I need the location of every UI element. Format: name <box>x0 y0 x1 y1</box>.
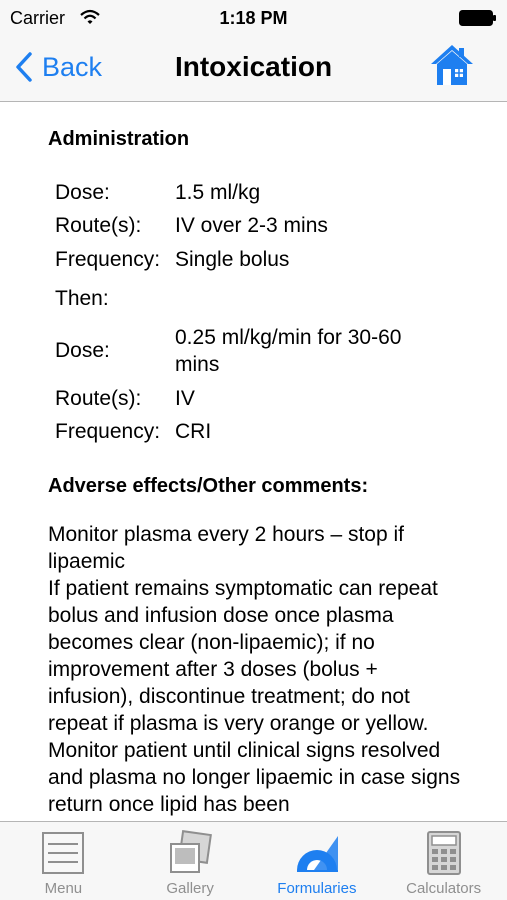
tab-label: Menu <box>44 880 83 897</box>
row-value: Single bolus <box>175 248 290 271</box>
status-time: 1:18 PM <box>219 8 288 28</box>
tab-formularies[interactable] <box>254 822 381 900</box>
row-value: IV over 2-3 mins <box>175 214 328 237</box>
page-title: Intoxication <box>174 51 333 82</box>
tab-label: Calculators <box>406 880 482 897</box>
menu-icon <box>40 830 86 876</box>
status-bar <box>0 0 507 34</box>
row-value: CRI <box>175 420 212 443</box>
row-key: Frequency: <box>55 248 161 271</box>
row-value: 1.5 ml/kg <box>175 181 261 204</box>
battery-icon <box>459 10 497 26</box>
gallery-icon <box>167 830 213 876</box>
adverse-effects-text <box>48 521 468 818</box>
row-key: Route(s): <box>55 387 142 410</box>
back-button-label: Back <box>42 51 103 82</box>
row-value: 0.25 ml/kg/min for 30-60 mins <box>175 326 402 376</box>
calculator-icon <box>421 830 467 876</box>
tab-bar <box>0 821 507 900</box>
row-key: Dose: <box>55 181 110 204</box>
adverse-effects-heading: Adverse effects/Other comments: <box>48 475 369 497</box>
carrier-label: Carrier <box>10 8 66 28</box>
tab-label: Gallery <box>166 880 214 897</box>
tab-calculators[interactable] <box>380 822 507 900</box>
back-button[interactable] <box>14 50 102 84</box>
home-icon[interactable] <box>429 42 475 88</box>
comment-paragraph: Monitor plasma every 2 hours – stop if lipaemic <box>48 523 404 573</box>
tab-label: Formularies <box>277 880 357 897</box>
navigation-bar <box>0 34 507 102</box>
formularies-icon <box>294 830 340 876</box>
row-key: Then: <box>55 287 109 310</box>
chevron-left-icon <box>14 52 34 82</box>
administration-heading: Administration <box>48 128 190 150</box>
comment-paragraph: If patient remains symptomatic can repeat bolus and infusion dose once plasma becomes clear (non-lipaemic); if no improvement after 3 doses (bolus + infusion), discontinue treatment; do not repeat if plasma is very orange or yellow. <box>48 577 438 735</box>
comment-paragraph: Monitor patient until clinical signs resolved and plasma no longer lipaemic in case signs return once lipid has been <box>48 739 461 816</box>
row-key: Frequency: <box>55 420 161 443</box>
content-area[interactable] <box>0 103 507 821</box>
row-key: Dose: <box>55 339 110 362</box>
tab-gallery[interactable] <box>127 822 254 900</box>
row-key: Route(s): <box>55 214 142 237</box>
row-value: IV <box>175 387 195 410</box>
tab-menu[interactable] <box>0 822 127 900</box>
